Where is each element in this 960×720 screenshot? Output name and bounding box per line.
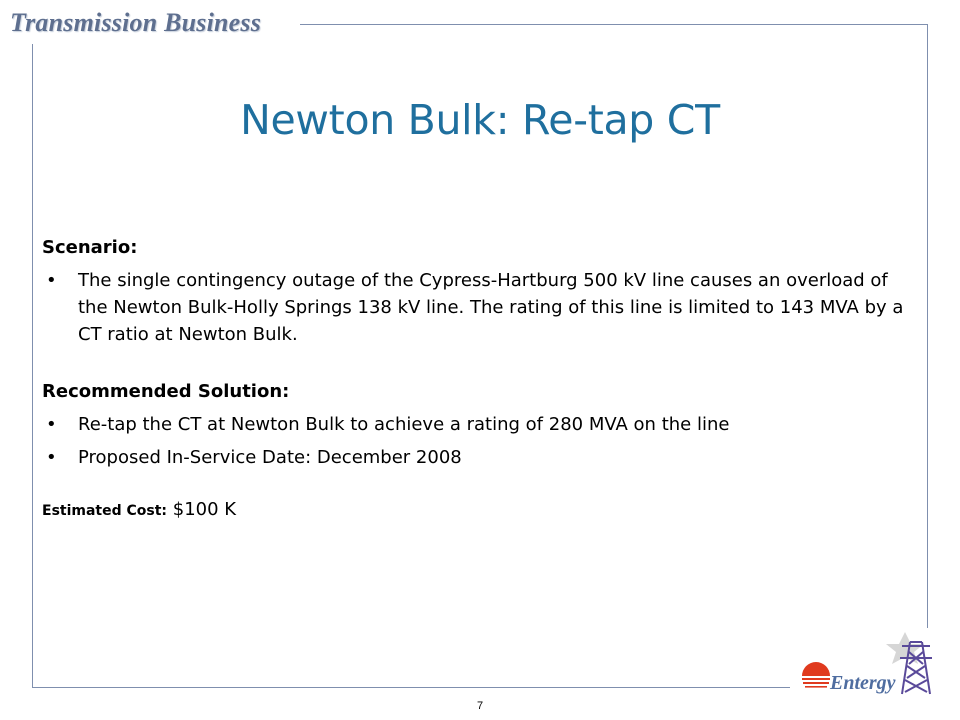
logo-text: Entergy (830, 672, 896, 694)
bullet-icon: • (46, 414, 57, 435)
entergy-logo (790, 628, 950, 708)
solution-bullet (42, 444, 912, 471)
scenario-bullet-text: The single contingency outage of the Cypress-Hartburg 500 kV line causes an overload of the Newton Bulk-Holly Springs 138 kV line. The rating of this line is limited to 143 MVA by a CT ratio at Newton Bulk. (78, 270, 904, 345)
solution-bullet (42, 411, 912, 438)
scenario-heading: Scenario: (42, 237, 138, 258)
scenario-list (42, 267, 922, 348)
sun-icon (802, 662, 830, 688)
slide-content (42, 234, 922, 525)
slide-title: Newton Bulk: Re-tap CT (240, 96, 720, 144)
header-band (0, 0, 300, 44)
bullet-icon: • (46, 270, 57, 291)
scenario-bullet (42, 267, 922, 348)
bullet-icon: • (46, 447, 57, 468)
cost-label: Estimated Cost: (42, 503, 168, 519)
solution-heading: Recommended Solution: (42, 381, 290, 402)
logo-graphic-icon (790, 628, 950, 708)
spacer (42, 354, 922, 378)
cost-value: $100 K (172, 499, 237, 520)
solution-bullet-text: Re-tap the CT at Newton Bulk to achieve a rating of 280 MVA on the line (78, 414, 730, 435)
page-number: 7 (476, 700, 484, 712)
estimated-cost (42, 496, 922, 525)
spacer (42, 477, 922, 496)
solution-list (42, 411, 922, 471)
solution-bullet-text: Proposed In-Service Date: December 2008 (78, 447, 462, 468)
header-title: Transmission Business (10, 8, 262, 37)
